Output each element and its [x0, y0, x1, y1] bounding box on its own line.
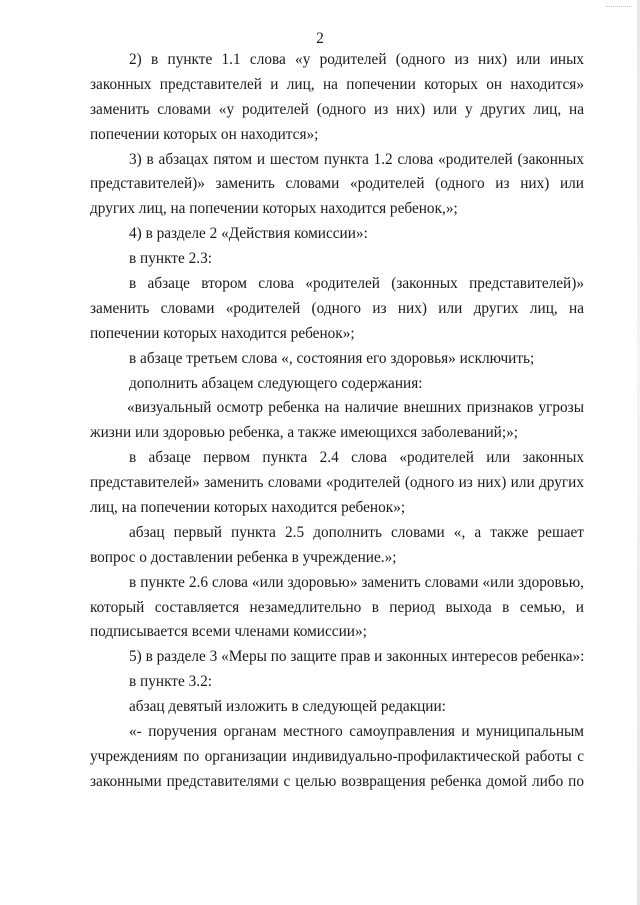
scan-corner-mark	[606, 6, 632, 13]
text-line: «визуальный осмотр ребенка на наличие внешних признаков угрозы	[127, 399, 584, 417]
text-line: жизни или здоровью ребенка, а также имеющихся заболеваний;»;	[90, 424, 518, 442]
text-line: законных представителей и лиц, на попечении которых он находится»	[90, 75, 584, 93]
text-line: подписывается всеми членами комиссии»;	[90, 623, 367, 641]
text-line: 5) в разделе 3 «Меры по защите прав и законных интересов ребенка»:	[129, 648, 585, 666]
text-line: в пункте 3.2:	[129, 673, 212, 691]
text-line: абзац первый пункта 2.5 дополнить словами «, а также решает	[129, 523, 584, 541]
text-line: представителей)» заменить словами «родителей (одного из них) или	[90, 175, 584, 193]
text-line: учреждениям по организации индивидуально-профилактической работы с	[90, 747, 584, 765]
text-line: в абзаце первом пункта 2.4 слова «родителей или законных	[129, 449, 584, 467]
text-line: в абзаце третьем слова «, состояния его здоровья» исключить;	[129, 349, 535, 367]
text-line: в абзаце втором слова «родителей (законных представителей)»	[129, 275, 584, 293]
text-line: попечении которых находится ребенок»;	[90, 324, 355, 342]
document-body	[90, 48, 584, 795]
text-line: абзац девятый изложить в следующей редакции:	[129, 698, 446, 716]
text-line: дополнить абзацем следующего содержания:	[129, 374, 423, 392]
text-line: законными представителями с целью возвращения ребенка домой либо по	[90, 772, 584, 790]
text-line: 2) в пункте 1.1 слова «у родителей (одного из них) или иных	[129, 51, 584, 68]
text-line: который составляется незамедлительно в период выхода в семью, и	[90, 598, 584, 616]
text-line: лиц, на попечении которых находится ребенок»;	[90, 499, 406, 517]
text-line: вопрос о доставлении ребенка в учреждение.»;	[90, 548, 397, 566]
text-line: попечении которых он находится»;	[90, 125, 319, 143]
text-line: представителей» заменить словами «родителей (одного из них) или других	[90, 474, 584, 492]
text-line: заменить словами «родителей (одного из них) или других лиц, на	[90, 299, 584, 317]
text-line: заменить словами «у родителей (одного из них) или у других лиц, на	[90, 100, 584, 118]
page-number: 2	[316, 30, 324, 47]
text-line: других лиц, на попечении которых находится ребенок,»;	[90, 200, 458, 218]
text-line: 3) в абзацах пятом и шестом пункта 1.2 слова «родителей (законных	[129, 150, 584, 168]
text-line: «- поручения органам местного самоуправления и муниципальным	[129, 723, 584, 741]
text-line: в пункте 2.6 слова «или здоровью» заменить словами «или здоровью,	[129, 573, 584, 591]
text-line: 4) в разделе 2 «Действия комиссии»:	[129, 225, 368, 243]
text-line: в пункте 2.3:	[129, 250, 212, 268]
